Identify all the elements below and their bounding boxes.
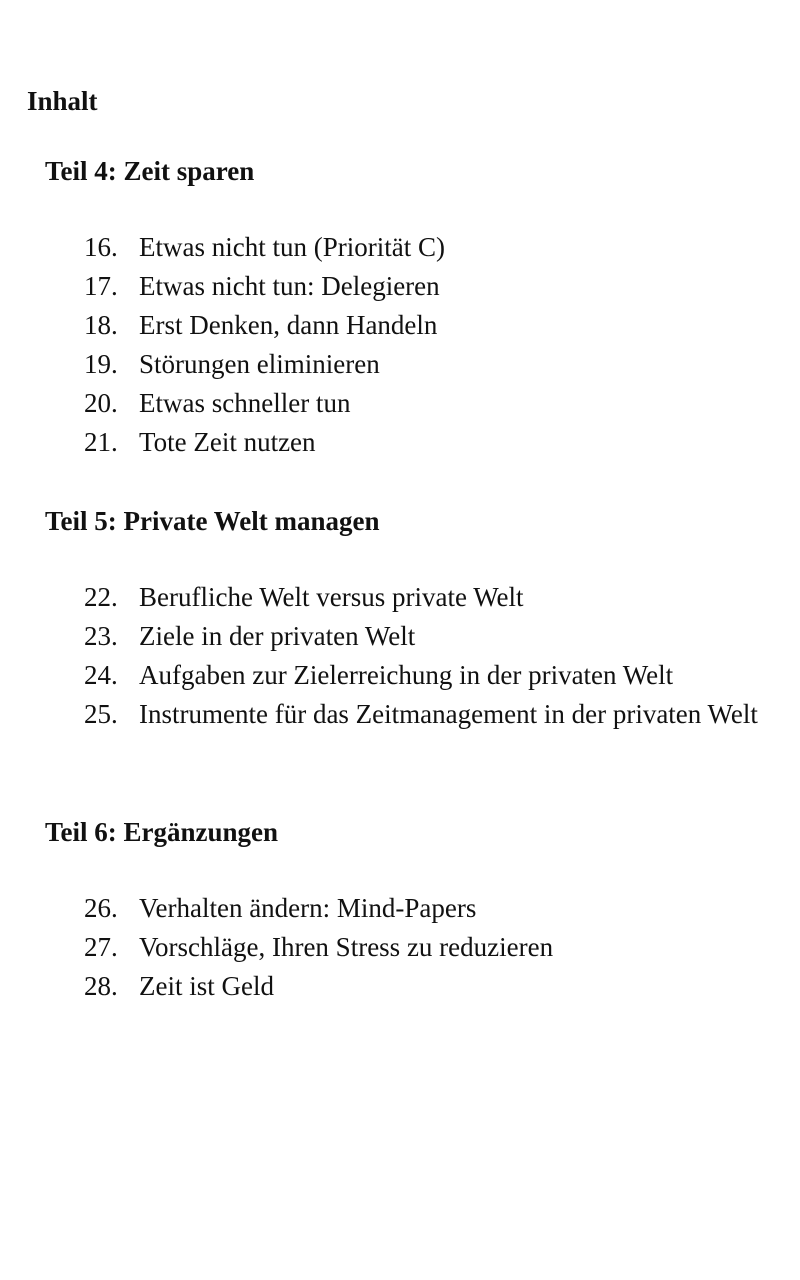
toc-entry-link[interactable]: Etwas schneller tun bbox=[139, 388, 351, 418]
toc-entry-number: 20. bbox=[84, 388, 118, 418]
toc-entry-number: 19. bbox=[84, 349, 118, 379]
toc-entry-17[interactable] bbox=[0, 267, 800, 306]
toc-list-teil-4 bbox=[0, 228, 800, 462]
toc-entry-link[interactable]: Etwas nicht tun: Delegieren bbox=[139, 271, 440, 301]
toc-entry-link[interactable]: Etwas nicht tun (Priorität C) bbox=[139, 232, 445, 262]
section-heading-teil-6: Teil 6: Ergänzungen bbox=[45, 817, 279, 847]
toc-entry-16[interactable] bbox=[0, 228, 800, 267]
toc-entry-20[interactable] bbox=[0, 384, 800, 423]
toc-entry-22[interactable] bbox=[0, 578, 800, 617]
toc-entry-link[interactable]: Ziele in der privaten Welt bbox=[139, 621, 416, 651]
toc-entry-number: 22. bbox=[84, 582, 118, 612]
section-heading-teil-5: Teil 5: Private Welt managen bbox=[45, 506, 380, 536]
toc-entry-26[interactable] bbox=[0, 889, 800, 928]
toc-entry-number: 18. bbox=[84, 310, 118, 340]
toc-entry-19[interactable] bbox=[0, 345, 800, 384]
toc-entry-18[interactable] bbox=[0, 306, 800, 345]
toc-entry-link[interactable]: Berufliche Welt versus private Welt bbox=[139, 582, 524, 612]
toc-entry-link[interactable]: Tote Zeit nutzen bbox=[139, 427, 316, 457]
toc-entry-link[interactable]: Instrumente für das Zeitmanagement in der privaten Welt bbox=[139, 699, 758, 729]
toc-entry-number: 17. bbox=[84, 271, 118, 301]
toc-entry-21[interactable] bbox=[0, 423, 800, 462]
toc-entry-number: 23. bbox=[84, 621, 118, 651]
toc-entry-28[interactable] bbox=[0, 967, 800, 1006]
toc-entry-27[interactable] bbox=[0, 928, 800, 967]
toc-entry-link[interactable]: Aufgaben zur Zielerreichung in der privaten Welt bbox=[139, 660, 674, 690]
toc-list-teil-5 bbox=[0, 578, 800, 773]
toc-entry-number: 24. bbox=[84, 660, 118, 690]
toc-entry-number: 25. bbox=[84, 699, 118, 729]
toc-entry-link[interactable]: Verhalten ändern: Mind-Papers bbox=[139, 893, 477, 923]
toc-entry-link[interactable]: Erst Denken, dann Handeln bbox=[139, 310, 438, 340]
toc-entry-link[interactable]: Zeit ist Geld bbox=[139, 971, 274, 1001]
toc-entry-link[interactable]: Störungen eliminieren bbox=[139, 349, 380, 379]
toc-entry-number: 21. bbox=[84, 427, 118, 457]
toc-entry-number: 16. bbox=[84, 232, 118, 262]
toc-title: Inhalt bbox=[27, 86, 98, 116]
toc-entry-23[interactable] bbox=[0, 617, 800, 656]
toc-entry-number: 27. bbox=[84, 932, 118, 962]
toc-entry-number: 26. bbox=[84, 893, 118, 923]
toc-entry-24[interactable] bbox=[0, 656, 800, 695]
toc-list-teil-6 bbox=[0, 889, 800, 1006]
toc-entry-number: 28. bbox=[84, 971, 118, 1001]
section-heading-teil-4: Teil 4: Zeit sparen bbox=[45, 156, 255, 186]
toc-entry-link[interactable]: Vorschläge, Ihren Stress zu reduzieren bbox=[139, 932, 554, 962]
toc-entry-25[interactable] bbox=[0, 695, 800, 773]
